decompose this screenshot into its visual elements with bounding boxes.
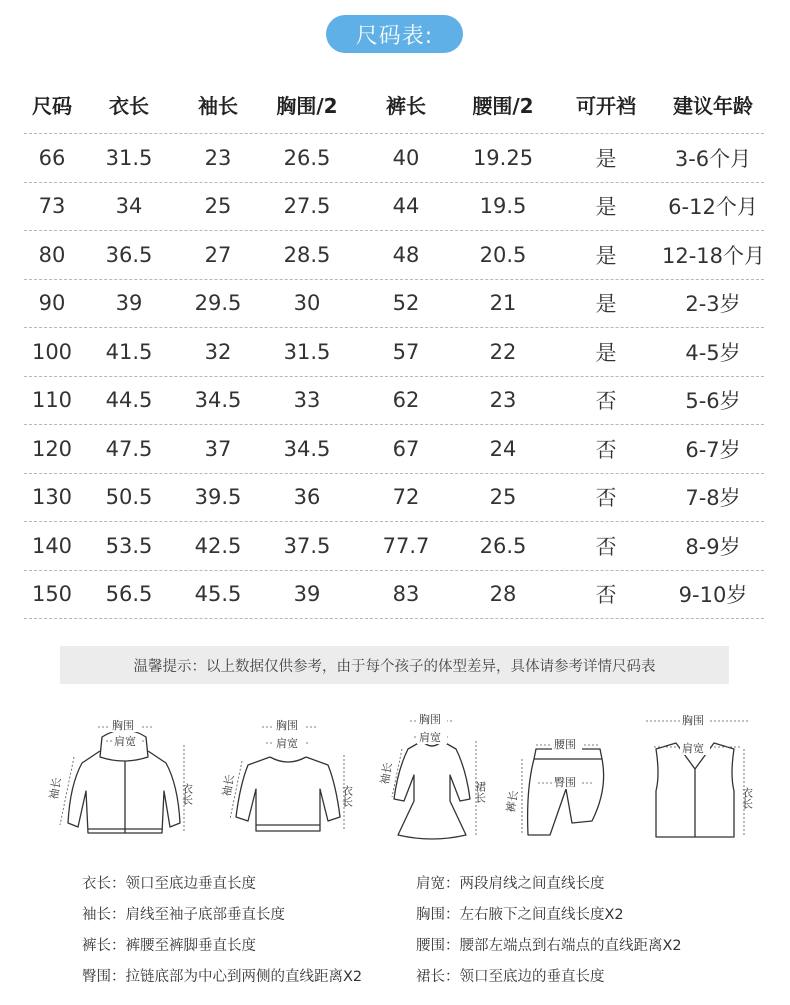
cell-open-crotch: 否 xyxy=(595,486,617,511)
cell-open-crotch: 是 xyxy=(595,146,617,171)
cell-pants-length: 48 xyxy=(392,242,420,267)
cell-sleeve-length: 23 xyxy=(204,145,232,170)
cell-chest: 26.5 xyxy=(283,145,331,170)
table-row xyxy=(24,280,764,329)
table-row xyxy=(24,328,764,377)
measurement-diagrams xyxy=(40,705,760,855)
cell-pants-length: 62 xyxy=(392,388,420,413)
vest-diagram xyxy=(636,705,756,849)
cell-body-length: 34 xyxy=(115,194,143,219)
cell-chest: 27.5 xyxy=(283,194,331,219)
table-row xyxy=(24,183,764,232)
cell-age: 2-3岁 xyxy=(685,292,741,317)
cell-open-crotch: 是 xyxy=(595,195,617,220)
header-age: 建议年龄 xyxy=(673,93,753,118)
cell-sleeve-length: 25 xyxy=(204,194,232,219)
cell-body-length: 53.5 xyxy=(105,533,153,558)
cell-open-crotch: 是 xyxy=(595,243,617,268)
cell-pants-length: 40 xyxy=(392,145,420,170)
table-row xyxy=(24,474,764,523)
header-pants-length: 裤长 xyxy=(386,93,426,118)
cell-open-crotch: 否 xyxy=(595,437,617,462)
cell-body-length: 41.5 xyxy=(105,339,153,364)
cell-size: 100 xyxy=(31,339,73,364)
cell-sleeve-length: 34.5 xyxy=(194,388,242,413)
cell-sleeve-length: 29.5 xyxy=(194,291,242,316)
cell-chest: 37.5 xyxy=(283,533,331,558)
cell-sleeve-length: 39.5 xyxy=(194,485,242,510)
cell-sleeve-length: 32 xyxy=(204,339,232,364)
cell-size: 130 xyxy=(31,485,73,510)
sweater-diagram xyxy=(218,705,358,849)
table-row xyxy=(24,571,764,620)
cell-size: 80 xyxy=(38,242,66,267)
cell-body-length: 44.5 xyxy=(105,388,153,413)
cell-sleeve-length: 37 xyxy=(204,436,232,461)
cell-open-crotch: 否 xyxy=(595,534,617,559)
cell-size: 90 xyxy=(38,291,66,316)
cell-age: 9-10岁 xyxy=(678,583,748,608)
cell-open-crotch: 否 xyxy=(595,389,617,414)
cell-chest: 33 xyxy=(293,388,321,413)
cell-size: 73 xyxy=(38,194,66,219)
cell-waist: 21 xyxy=(489,291,517,316)
vest-chest-label: 胸围 xyxy=(682,714,704,727)
jacket-length-label: 衣长 xyxy=(180,783,194,805)
vest-length-label: 衣长 xyxy=(740,787,754,809)
cell-chest: 31.5 xyxy=(283,339,331,364)
tip-banner: 温馨提示：以上数据仅供参考，由于每个孩子的体型差异，具体请参考详情尺码表 xyxy=(60,646,729,684)
sweater-chest-label: 胸围 xyxy=(276,719,298,732)
sweater-icon xyxy=(218,705,358,845)
jacket-sleeve-label: 袖长 xyxy=(47,776,64,801)
cell-waist: 20.5 xyxy=(479,242,527,267)
header-sleeve-length: 袖长 xyxy=(198,93,238,118)
cell-open-crotch: 是 xyxy=(595,292,617,317)
def-sleeve-length: 袖长：肩线至袖子底部垂直长度 xyxy=(82,907,285,923)
cell-age: 7-8岁 xyxy=(685,486,741,511)
pants-waist-label: 腰围 xyxy=(554,738,576,751)
dress-length-label: 裙长 xyxy=(473,781,487,803)
cell-waist: 23 xyxy=(489,388,517,413)
cell-size: 140 xyxy=(31,533,73,558)
dress-sleeve-label: 袖长 xyxy=(378,761,395,786)
table-row xyxy=(24,522,764,571)
cell-waist: 19.25 xyxy=(472,145,534,170)
cell-size: 120 xyxy=(31,436,73,461)
cell-age: 6-12个月 xyxy=(668,195,758,220)
def-chest: 胸围：左右腋下之间直线长度X2 xyxy=(416,907,624,923)
cell-size: 66 xyxy=(38,145,66,170)
cell-pants-length: 72 xyxy=(392,485,420,510)
jacket-diagram xyxy=(44,705,194,849)
def-pants-length: 裤长：裤腰至裤脚垂直长度 xyxy=(82,938,256,954)
cell-pants-length: 44 xyxy=(392,194,420,219)
dress-diagram xyxy=(370,705,500,849)
sweater-sleeve-label: 袖长 xyxy=(220,773,237,798)
def-body-length: 衣长：领口至底边垂直长度 xyxy=(82,876,256,892)
pants-hip-label: 臀围 xyxy=(554,776,576,789)
cell-body-length: 56.5 xyxy=(105,582,153,607)
cell-waist: 22 xyxy=(489,339,517,364)
cell-age: 5-6岁 xyxy=(685,389,741,414)
table-row xyxy=(24,377,764,426)
cell-age: 12-18个月 xyxy=(662,243,766,268)
cell-body-length: 39 xyxy=(115,291,143,316)
cell-size: 110 xyxy=(31,388,73,413)
def-skirt-length: 裙长：领口至底边的垂直长度 xyxy=(416,969,605,985)
table-row xyxy=(24,134,764,183)
cell-sleeve-length: 45.5 xyxy=(194,582,242,607)
cell-pants-length: 83 xyxy=(392,582,420,607)
cell-chest: 28.5 xyxy=(283,242,331,267)
jacket-chest-label: 胸围 xyxy=(112,719,134,732)
table-row xyxy=(24,231,764,280)
cell-pants-length: 52 xyxy=(392,291,420,316)
cell-size: 150 xyxy=(31,582,73,607)
cell-chest: 39 xyxy=(293,582,321,607)
def-shoulder: 肩宽：两段肩线之间直线长度 xyxy=(416,876,605,892)
def-waist: 腰围：腰部左端点到右端点的直线距离X2 xyxy=(416,938,682,954)
dress-shoulder-label: 肩宽 xyxy=(419,731,441,744)
pants-length-label: 裤长 xyxy=(504,789,521,814)
cell-waist: 19.5 xyxy=(479,194,527,219)
cell-waist: 24 xyxy=(489,436,517,461)
cell-body-length: 47.5 xyxy=(105,436,153,461)
table-header-row xyxy=(24,75,764,134)
header-waist: 腰围/2 xyxy=(472,93,534,118)
cell-age: 3-6个月 xyxy=(674,146,752,171)
cell-body-length: 36.5 xyxy=(105,242,153,267)
cell-chest: 36 xyxy=(293,485,321,510)
hooded-jacket-icon xyxy=(44,705,194,845)
cell-chest: 34.5 xyxy=(283,436,331,461)
cell-sleeve-length: 27 xyxy=(204,242,232,267)
sweater-length-label: 衣长 xyxy=(340,785,354,807)
vest-shoulder-label: 肩宽 xyxy=(682,742,704,755)
dress-chest-label: 胸围 xyxy=(419,713,441,726)
vest-icon xyxy=(636,705,756,845)
header-open-crotch: 可开裆 xyxy=(576,93,636,118)
cell-waist: 26.5 xyxy=(479,533,527,558)
cell-chest: 30 xyxy=(293,291,321,316)
def-hip: 臀围：拉链底部为中心到两侧的直线距离X2 xyxy=(82,969,363,985)
cell-open-crotch: 否 xyxy=(595,583,617,608)
cell-age: 6-7岁 xyxy=(685,437,741,462)
jacket-shoulder-label: 肩宽 xyxy=(114,735,136,748)
cell-body-length: 31.5 xyxy=(105,145,153,170)
sweater-shoulder-label: 肩宽 xyxy=(276,737,298,750)
cell-body-length: 50.5 xyxy=(105,485,153,510)
cell-age: 8-9岁 xyxy=(685,534,741,559)
size-chart-title: 尺码表: xyxy=(326,15,463,53)
pants-diagram xyxy=(504,705,620,849)
cell-pants-length: 77.7 xyxy=(382,533,430,558)
header-size: 尺码 xyxy=(32,93,72,118)
header-body-length: 衣长 xyxy=(109,93,149,118)
cell-waist: 25 xyxy=(489,485,517,510)
table-row xyxy=(24,425,764,474)
cell-waist: 28 xyxy=(489,582,517,607)
size-table xyxy=(24,75,764,619)
cell-pants-length: 67 xyxy=(392,436,420,461)
cell-sleeve-length: 42.5 xyxy=(194,533,242,558)
dress-icon xyxy=(370,705,500,845)
header-chest: 胸围/2 xyxy=(276,93,338,118)
cell-age: 4-5岁 xyxy=(685,340,741,365)
cell-open-crotch: 是 xyxy=(595,340,617,365)
cell-pants-length: 57 xyxy=(392,339,420,364)
pants-icon xyxy=(504,705,620,845)
